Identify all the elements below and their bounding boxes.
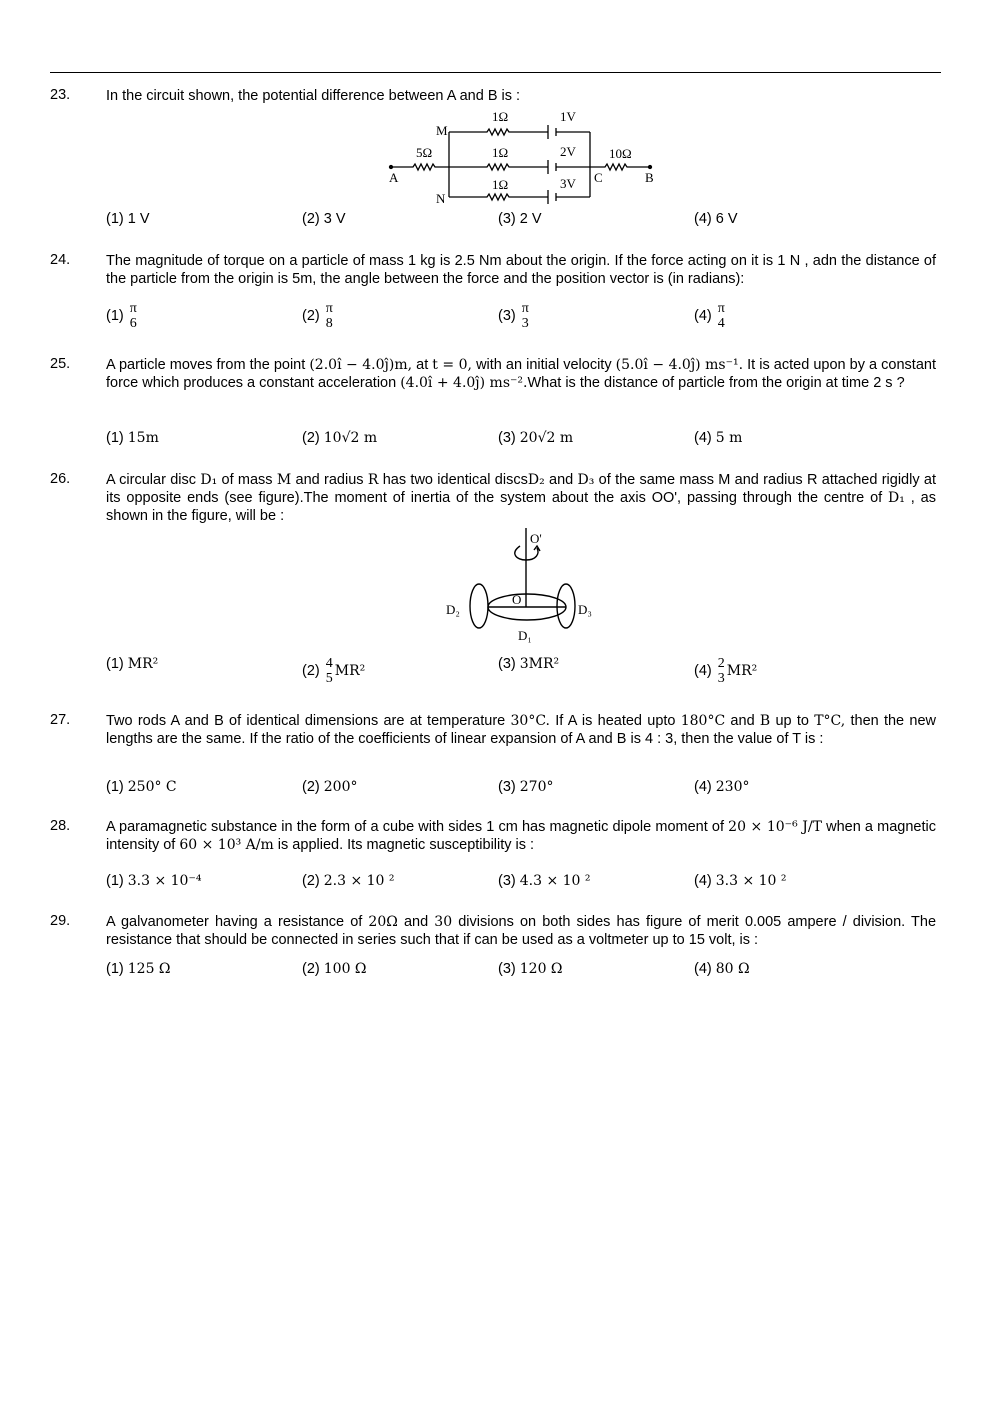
text-segment: Two rods A and B of identical dimensions are at temperature bbox=[106, 713, 511, 729]
question-number: 27. bbox=[50, 712, 71, 728]
label-a: A bbox=[389, 170, 399, 185]
answer-option-4[interactable] bbox=[694, 656, 757, 686]
text-segment: A paramagnetic substance in the form of a cube with sides 1 cm has magnetic dipole moment of bbox=[106, 819, 729, 835]
answer-option-4[interactable] bbox=[694, 779, 749, 795]
math-expression: 30 bbox=[434, 914, 453, 930]
math-expression: D₂ bbox=[527, 472, 545, 488]
fraction bbox=[130, 301, 137, 331]
text-segment: (4) bbox=[694, 779, 716, 795]
text-segment: (1) bbox=[106, 656, 128, 672]
text-segment: (2) bbox=[302, 779, 324, 795]
fraction bbox=[326, 301, 333, 331]
label-r-b: 10Ω bbox=[609, 146, 632, 161]
math-expression: 20√2 m bbox=[519, 430, 574, 446]
math-expression: 30°C. bbox=[510, 713, 550, 729]
math-expression: 3MR² bbox=[519, 656, 560, 672]
answer-option-2[interactable] bbox=[302, 301, 335, 331]
answer-option-3[interactable] bbox=[498, 211, 542, 227]
label-b: B bbox=[645, 170, 654, 185]
math-expression: (5.0î − 4.0ĵ) ms⁻¹. bbox=[615, 357, 744, 373]
math-expression: 250° C bbox=[127, 779, 177, 795]
math-expression: 15m bbox=[127, 430, 159, 446]
math-expression: MR² bbox=[726, 662, 758, 679]
text-segment: If A is heated upto bbox=[549, 713, 681, 729]
text-segment: then the new lengths are the same. If the ratio of the coefficients of linear expansion of A and B is 4 : 3, then the value of T is : bbox=[106, 713, 936, 747]
text-segment: (1) 1 V bbox=[106, 211, 150, 227]
text-segment: (3) bbox=[498, 307, 520, 324]
fraction bbox=[326, 656, 333, 686]
answer-option-4[interactable] bbox=[694, 430, 742, 446]
text-segment: is applied. Its magnetic susceptibility is : bbox=[273, 837, 535, 853]
math-expression: 3.3 × 10⁻⁴ bbox=[127, 873, 202, 889]
text-segment: (4) 6 V bbox=[694, 211, 738, 227]
math-expression: 120 Ω bbox=[519, 961, 563, 977]
math-expression: 20Ω bbox=[368, 914, 398, 930]
label-c: C bbox=[594, 170, 603, 185]
text-segment: (2) bbox=[302, 873, 324, 889]
question-number: 23. bbox=[50, 87, 71, 103]
math-expression: (2.0î − 4.0ĵ)m, bbox=[309, 357, 413, 373]
question-number: 29. bbox=[50, 913, 71, 929]
text-segment: , as shown in the figure, will be : bbox=[106, 490, 936, 524]
label-r-top: 1Ω bbox=[492, 109, 509, 124]
question-text bbox=[106, 818, 936, 854]
answer-option-3[interactable] bbox=[498, 430, 573, 446]
answer-option-2[interactable] bbox=[302, 873, 395, 889]
label-n: N bbox=[436, 191, 446, 206]
text-segment: (3) 2 V bbox=[498, 211, 542, 227]
answer-option-2[interactable] bbox=[302, 430, 377, 446]
math-expression: (4.0î + 4.0ĵ) ms⁻². bbox=[400, 375, 528, 391]
math-expression: R bbox=[367, 472, 379, 488]
label-o-prime: O' bbox=[530, 531, 542, 546]
math-expression: 5 m bbox=[715, 430, 743, 446]
text-segment: (2) 3 V bbox=[302, 211, 346, 227]
math-expression: t = 0, bbox=[432, 357, 472, 373]
text-segment: (2) bbox=[302, 430, 324, 446]
text-segment: (3) bbox=[498, 873, 520, 889]
fraction bbox=[718, 656, 725, 686]
fraction bbox=[522, 301, 529, 331]
answer-option-4[interactable] bbox=[694, 961, 750, 977]
label-e-bot: 3V bbox=[560, 176, 576, 191]
math-expression: D₁ bbox=[888, 490, 905, 506]
math-expression: 20 × 10⁻⁶ J/T bbox=[728, 819, 822, 835]
text-segment: (4) bbox=[694, 873, 716, 889]
answer-option-1[interactable] bbox=[106, 430, 159, 446]
fraction-denominator: 8 bbox=[325, 316, 333, 331]
fraction-numerator: π bbox=[521, 301, 529, 316]
text-segment: of the same mass M and radius R attached rigidly at its opposite ends (see figure).The moment of inertia of the system about the axis OO', passing through the centre of bbox=[106, 472, 936, 506]
answer-option-1[interactable] bbox=[106, 873, 201, 889]
text-segment: divisions on both sides has figure of merit 0.005 ampere / division. The resistance that should be connected in series such that if can be used as a voltmeter up to 15 volt, is : bbox=[106, 914, 937, 948]
text-segment: and bbox=[397, 914, 435, 930]
math-expression: MR² bbox=[334, 662, 366, 679]
fraction-denominator: 3 bbox=[521, 316, 529, 331]
math-expression: 270° bbox=[519, 779, 554, 795]
top-rule bbox=[50, 72, 941, 73]
question-text bbox=[106, 356, 936, 392]
text-segment: (2) bbox=[302, 961, 324, 977]
question-text bbox=[106, 913, 936, 949]
text-segment: and radius bbox=[291, 472, 368, 488]
math-expression: 10√2 m bbox=[323, 430, 378, 446]
text-segment: when a magnetic intensity of bbox=[106, 819, 936, 853]
answer-option-2[interactable] bbox=[302, 779, 357, 795]
answer-option-3[interactable] bbox=[498, 873, 591, 889]
fraction-numerator: π bbox=[129, 301, 137, 316]
text-segment: with an initial velocity bbox=[472, 357, 616, 373]
fraction-numerator: 4 bbox=[325, 656, 333, 671]
answer-option-3[interactable] bbox=[498, 779, 553, 795]
label-d1: D₁ bbox=[518, 628, 532, 643]
text-segment: The magnitude of torque on a particle of mass 1 kg is 2.5 Nm about the origin. If the force acting on it is 1 N , adn the distance of the particle from the origin is 5m, the angle between the force and the position vector is (in radians): bbox=[106, 253, 936, 287]
answer-option-1[interactable] bbox=[106, 656, 158, 672]
fraction bbox=[718, 301, 725, 331]
text-segment: (3) bbox=[498, 430, 520, 446]
question-number: 26. bbox=[50, 471, 71, 487]
math-expression: 60 × 10³ A/m bbox=[179, 837, 274, 853]
math-expression: 100 Ω bbox=[323, 961, 367, 977]
fraction-numerator: π bbox=[325, 301, 333, 316]
answer-option-2[interactable] bbox=[302, 961, 367, 977]
text-segment: What is the distance of particle from the origin at time 2 s ? bbox=[527, 375, 905, 391]
answer-option-4[interactable] bbox=[694, 211, 738, 227]
math-expression: T°C, bbox=[814, 713, 846, 729]
fraction-denominator: 4 bbox=[717, 316, 725, 331]
text-segment: at bbox=[412, 357, 433, 373]
text-segment: (1) bbox=[106, 779, 128, 795]
text-segment: (4) bbox=[694, 430, 716, 446]
answer-option-2[interactable] bbox=[302, 656, 365, 686]
label-r-mid: 1Ω bbox=[492, 145, 509, 160]
fraction-denominator: 5 bbox=[325, 671, 333, 686]
math-expression: 80 Ω bbox=[715, 961, 750, 977]
disc-figure bbox=[440, 528, 600, 648]
text-segment: A galvanometer having a resistance of bbox=[106, 914, 369, 930]
question-number: 28. bbox=[50, 818, 71, 834]
text-segment: (1) bbox=[106, 961, 128, 977]
answer-option-1[interactable] bbox=[106, 301, 139, 331]
text-segment: (2) bbox=[302, 307, 324, 324]
label-d3: D₃ bbox=[578, 602, 592, 617]
label-r-bot: 1Ω bbox=[492, 177, 509, 192]
fraction-denominator: 6 bbox=[129, 316, 137, 331]
answer-option-2[interactable] bbox=[302, 211, 346, 227]
question-number: 24. bbox=[50, 252, 71, 268]
math-expression: 125 Ω bbox=[127, 961, 171, 977]
text-segment: (1) bbox=[106, 873, 128, 889]
math-expression: 230° bbox=[715, 779, 750, 795]
math-expression: MR² bbox=[127, 656, 159, 672]
text-segment: of mass bbox=[217, 472, 277, 488]
math-expression: 4.3 × 10 ² bbox=[519, 873, 591, 889]
text-segment: A particle moves from the point bbox=[106, 357, 310, 373]
math-expression: D₃ bbox=[577, 472, 595, 488]
question-text bbox=[106, 87, 936, 105]
question-text bbox=[106, 471, 936, 525]
question-number: 25. bbox=[50, 356, 71, 372]
label-d2: D₂ bbox=[446, 602, 460, 617]
answer-option-1[interactable] bbox=[106, 961, 171, 977]
text-segment: (3) bbox=[498, 961, 520, 977]
text-segment: It is acted upon by a constant force which produces a constant acceleration bbox=[106, 357, 936, 391]
text-segment: (3) bbox=[498, 779, 520, 795]
label-r-a: 5Ω bbox=[416, 145, 433, 160]
answer-option-3[interactable] bbox=[498, 961, 563, 977]
answer-option-3[interactable] bbox=[498, 301, 531, 331]
answer-option-4[interactable] bbox=[694, 301, 727, 331]
question-text bbox=[106, 712, 936, 748]
answer-option-3[interactable] bbox=[498, 656, 559, 672]
text-segment: (4) bbox=[694, 307, 716, 324]
math-expression: B bbox=[759, 713, 771, 729]
text-segment: A circular disc bbox=[106, 472, 201, 488]
text-segment: (3) bbox=[498, 656, 520, 672]
fraction-denominator: 3 bbox=[717, 671, 725, 686]
answer-option-1[interactable] bbox=[106, 779, 177, 795]
math-expression: 200° bbox=[323, 779, 358, 795]
math-expression: 180°C bbox=[680, 713, 726, 729]
math-expression: M bbox=[276, 472, 292, 488]
math-expression: 3.3 × 10 ² bbox=[715, 873, 787, 889]
text-segment: (4) bbox=[694, 662, 716, 679]
math-expression: D₁ bbox=[200, 472, 218, 488]
text-segment: and bbox=[725, 713, 760, 729]
question-text bbox=[106, 252, 936, 288]
label-o: O bbox=[512, 592, 522, 607]
text-segment: (1) bbox=[106, 430, 128, 446]
math-expression: 2.3 × 10 ² bbox=[323, 873, 395, 889]
text-segment: has two identical discs bbox=[378, 472, 528, 488]
fraction-numerator: 2 bbox=[717, 656, 725, 671]
text-segment: (2) bbox=[302, 662, 324, 679]
label-e-top: 1V bbox=[560, 109, 576, 124]
answer-option-1[interactable] bbox=[106, 211, 150, 227]
text-segment: (1) bbox=[106, 307, 128, 324]
text-segment: and bbox=[544, 472, 578, 488]
label-m: M bbox=[436, 123, 448, 138]
fraction-numerator: π bbox=[717, 301, 725, 316]
label-e-mid: 2V bbox=[560, 144, 576, 159]
circuit-diagram bbox=[380, 104, 660, 208]
text-segment: up to bbox=[770, 713, 815, 729]
text-segment: In the circuit shown, the potential difference between A and B is : bbox=[106, 88, 521, 104]
answer-option-4[interactable] bbox=[694, 873, 787, 889]
text-segment: (4) bbox=[694, 961, 716, 977]
